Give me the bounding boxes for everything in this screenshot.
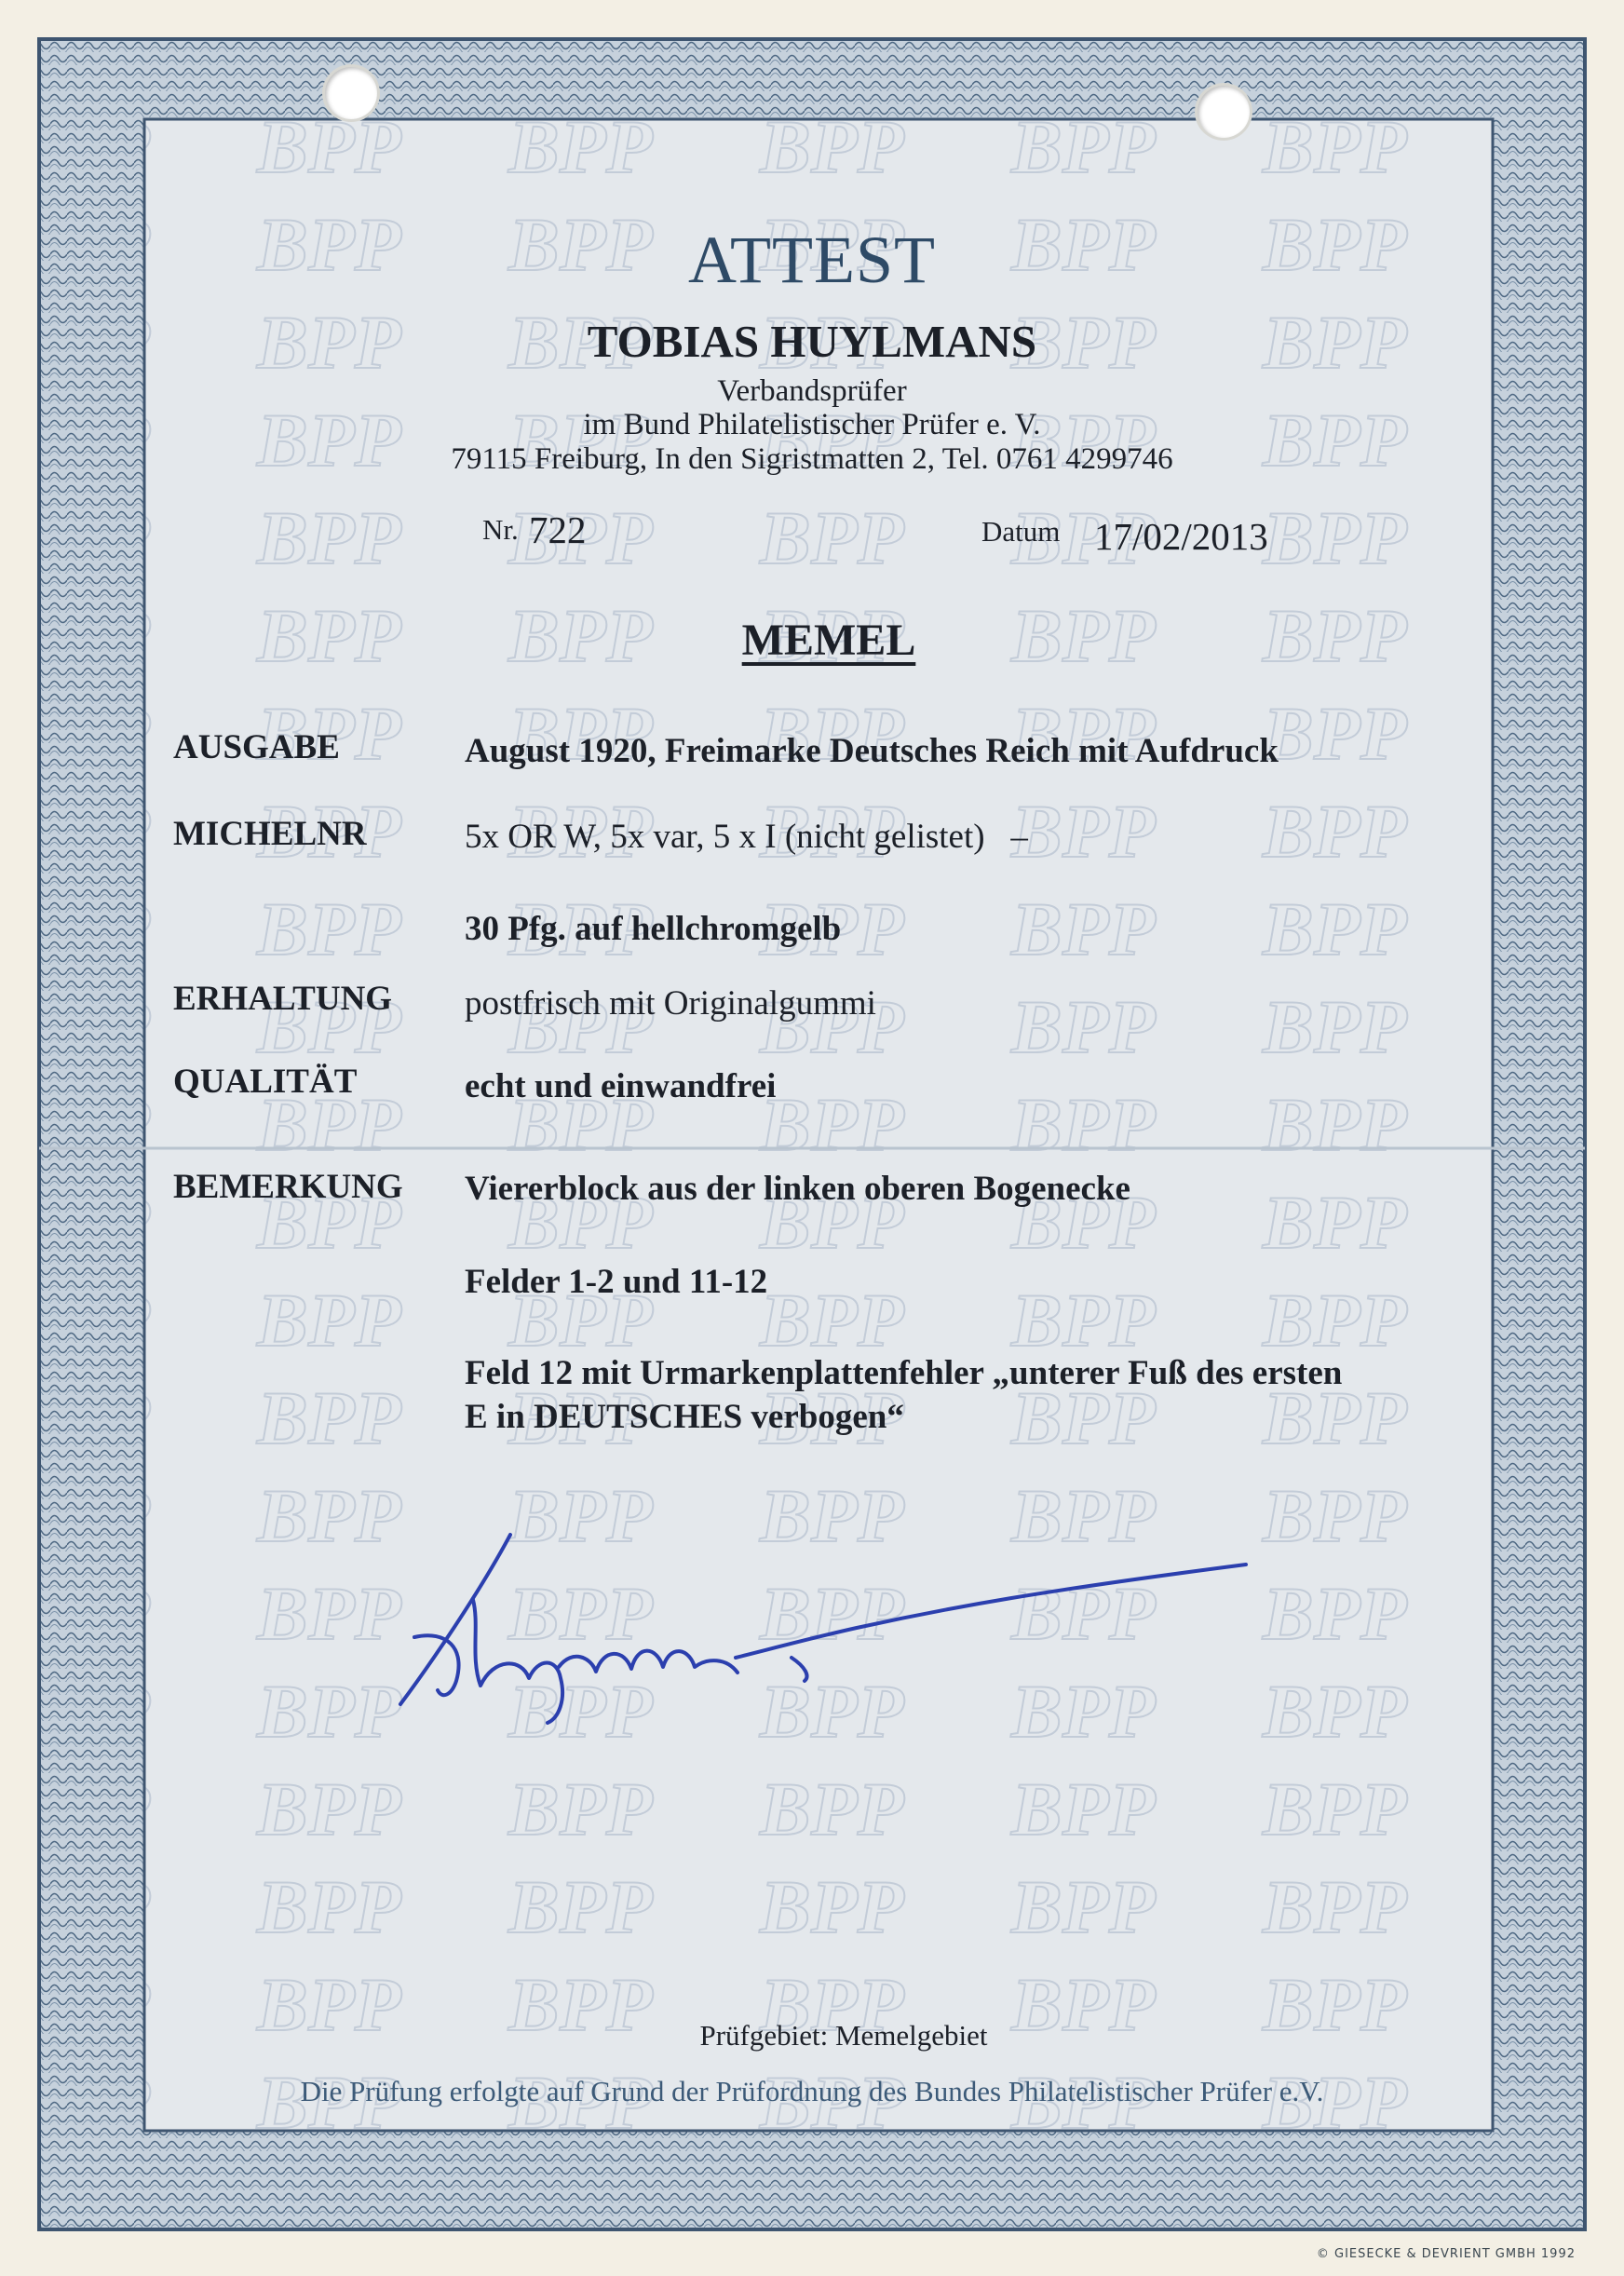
bemerkung-line-4: E in DEUTSCHES verbogen“ [465,1398,904,1436]
pruefgebiet: Prüfgebiet: Memelgebiet [699,2019,988,2052]
qualitaet-label: QUALITÄT [173,1063,358,1101]
examiner-name: TOBIAS HUYLMANS [587,316,1037,367]
erhaltung-value: postfrisch mit Originalgummi [465,984,876,1023]
examiner-address: 79115 Freiburg, In den Sigristmatten 2, Tel. 0761 4299746 [451,442,1173,476]
date-label: Datum [981,515,1061,548]
handwritten-signature [391,1518,1266,1732]
ausgabe-value: August 1920, Freimarke Deutsches Reich mit Aufdruck [465,732,1279,770]
association-name: im Bund Philatelistischer Prüfer e. V. [583,408,1041,441]
printer-imprint: © GIESECKE & DEVRIENT GMBH 1992 [1316,2247,1576,2261]
number-label: Nr. [482,513,519,546]
bemerkung-line-2: Felder 1-2 und 11-12 [465,1263,768,1301]
certificate-title: ATTEST [688,223,936,297]
ausgabe-label: AUSGABE [173,728,340,766]
michelnr-label: MICHELNR [173,815,367,853]
certificate-number: 722 [529,508,587,551]
certificate-date: 17/02/2013 [1094,515,1268,558]
erhaltung-label: ERHALTUNG [173,980,393,1018]
punch-hole-left [325,67,377,119]
bemerkung-label: BEMERKUNG [173,1168,403,1206]
punch-hole-right [1198,86,1250,138]
michelnr-value: 5x OR W, 5x var, 5 x I (nicht gelistet) – [465,818,1028,856]
qualitaet-value: echt und einwandfrei [465,1067,777,1105]
bemerkung-line-1: Viererblock aus der linken oberen Bogenecke [465,1170,1130,1208]
michelnr-value-line2: 30 Pfg. auf hellchromgelb [465,910,842,948]
examiner-role: Verbandsprüfer [717,374,907,408]
subject-heading: MEMEL [741,616,916,665]
certification-statement: Die Prüfung erfolgte auf Grund der Prüfordnung des Bundes Philatelistischer Prüfer e.V. [300,2075,1324,2107]
bemerkung-line-3: Feld 12 mit Urmarkenplattenfehler „unterer Fuß des ersten [465,1354,1343,1392]
